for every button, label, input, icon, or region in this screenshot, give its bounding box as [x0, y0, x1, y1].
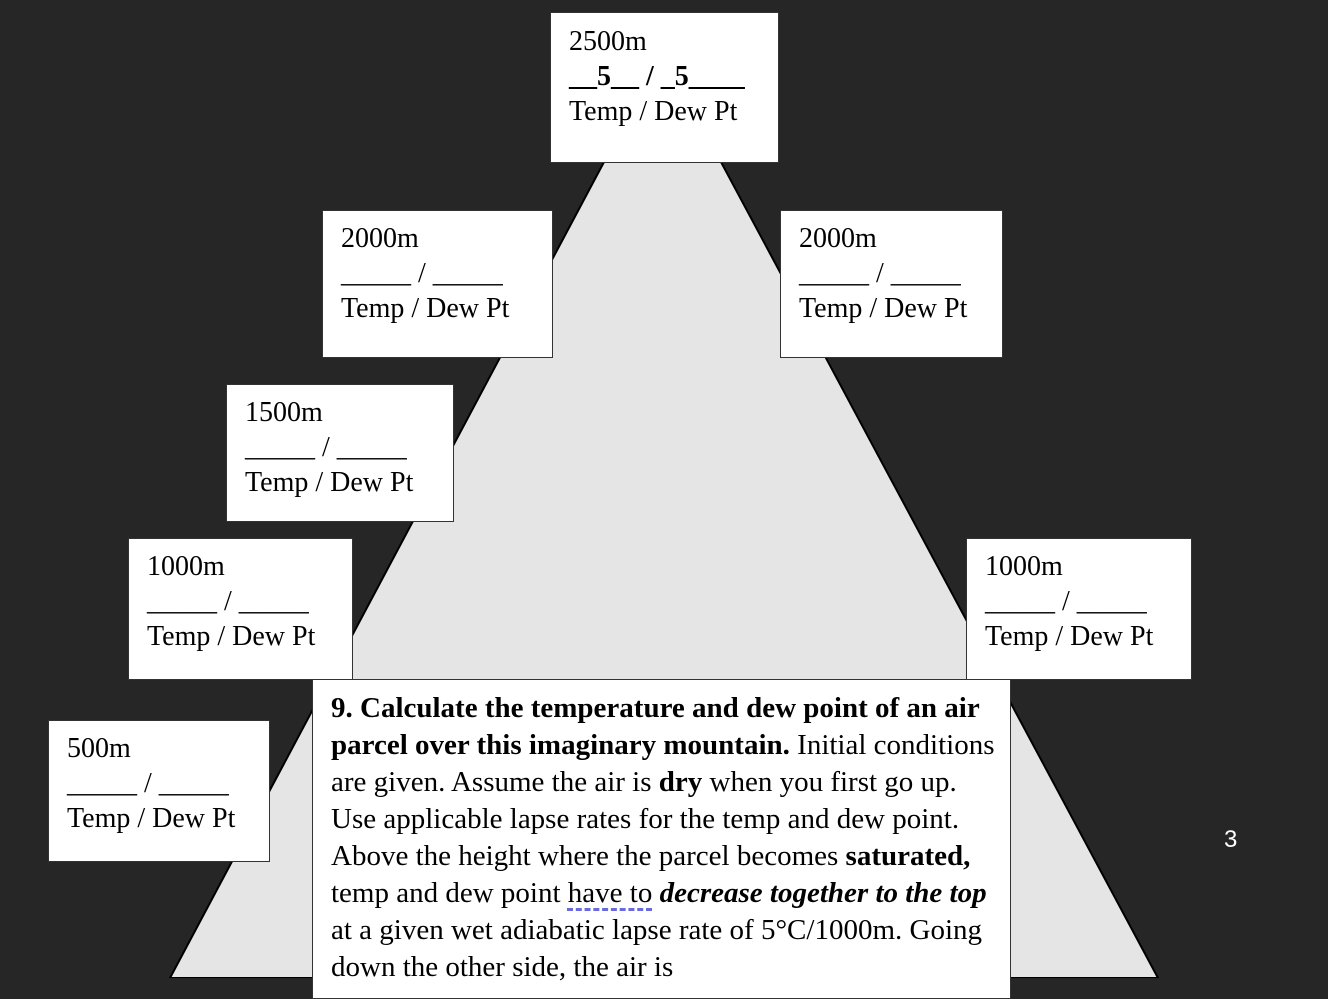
altitude-box-2000m-right [780, 210, 1003, 358]
question-text-box [312, 679, 1011, 999]
temp-dewpoint-caption: Temp / Dew Pt [341, 293, 510, 324]
altitude-box-2000m-left [322, 210, 553, 358]
altitude-label: 500m [67, 733, 131, 764]
altitude-label: 1000m [147, 551, 225, 582]
altitude-box-2500m [550, 12, 779, 163]
question-text: temp and dew point [331, 877, 568, 909]
temp-dewpoint-blanks: _____ / _____ [67, 768, 229, 799]
altitude-label: 1000m [985, 551, 1063, 582]
question-heading: 9. Calculate the temperature and dew point of an air parcel over this imaginary mountain. [331, 692, 980, 761]
temp-dewpoint-caption: Temp / Dew Pt [569, 96, 738, 127]
question-text: Initial conditions are given. Assume the air is [331, 729, 995, 798]
grammar-flagged-text: have to [567, 877, 653, 909]
temp-dewpoint-caption: Temp / Dew Pt [799, 293, 968, 324]
temp-dewpoint-caption: Temp / Dew Pt [245, 467, 414, 498]
temp-dewpoint-blanks: _____ / _____ [341, 258, 503, 289]
altitude-box-1000m-right [966, 538, 1192, 680]
page-number: 3 [1224, 826, 1238, 853]
question-text: when you first go up. Use applicable lapse rates for the temp and dew point. Above the height where the parcel becomes [331, 766, 960, 872]
temp-dewpoint-caption: Temp / Dew Pt [67, 803, 236, 834]
temp-dewpoint-blanks: _____ / _____ [245, 432, 407, 463]
altitude-box-1000m-left [128, 538, 353, 680]
question-text [652, 877, 659, 909]
temp-dewpoint-caption: Temp / Dew Pt [147, 621, 316, 652]
temp-dewpoint-blanks: _____ / _____ [147, 586, 309, 617]
temp-dewpoint-values: __5__ / _5____ [569, 61, 745, 92]
altitude-label: 2000m [799, 223, 877, 254]
altitude-label: 1500m [245, 397, 323, 428]
question-text: at a given wet adiabatic lapse rate of 5°C/1000m. Going down the other side, the air is [331, 914, 983, 983]
temp-dewpoint-blanks: _____ / _____ [799, 258, 961, 289]
altitude-box-500m [48, 720, 270, 862]
altitude-label: 2000m [341, 223, 419, 254]
altitude-box-1500m [226, 384, 454, 522]
keyword-dry: dry [658, 766, 703, 798]
altitude-label: 2500m [569, 26, 647, 57]
keyword-decrease-together: decrease together to the top [659, 877, 987, 909]
temp-dewpoint-blanks: _____ / _____ [985, 586, 1147, 617]
keyword-saturated: saturated, [845, 840, 971, 872]
temp-dewpoint-caption: Temp / Dew Pt [985, 621, 1154, 652]
